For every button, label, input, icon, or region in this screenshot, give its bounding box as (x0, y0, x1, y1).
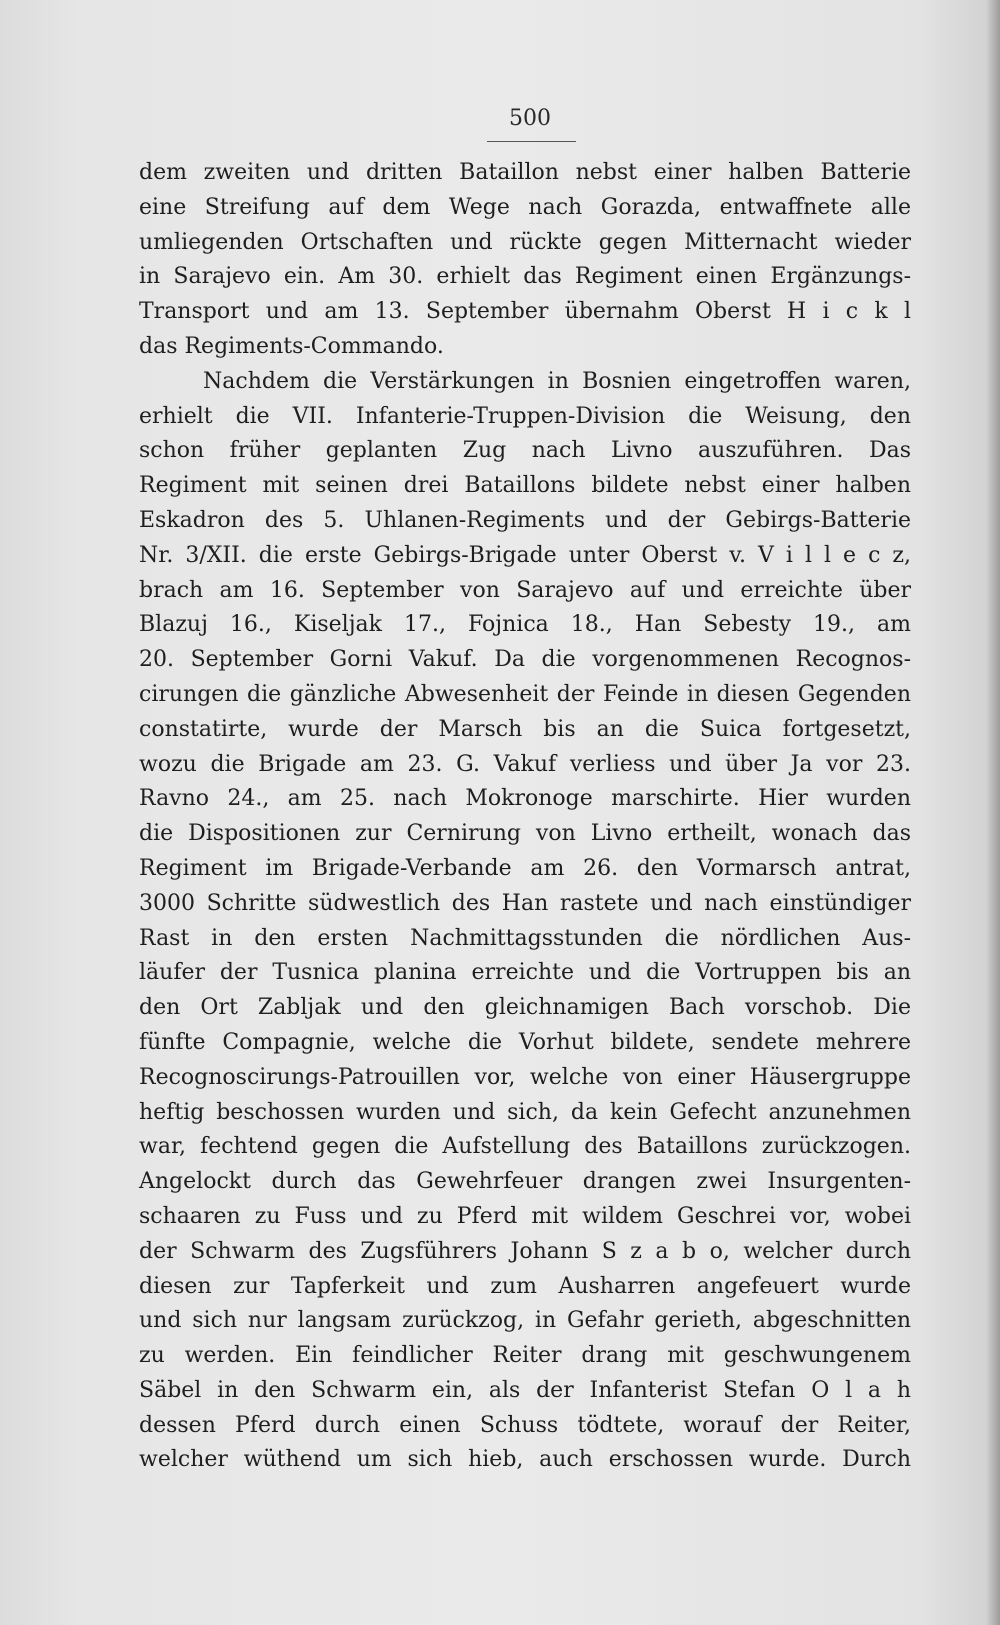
text-line: Rast in den ersten Nachmittagsstunden die nördlichen Aus- (139, 925, 911, 951)
text-line: den Ort Zabljak und den gleichnamigen Bach vorschob. Die (139, 995, 911, 1021)
text-line: die Dispositionen zur Cernirung von Livno ertheilt, wonach das (139, 821, 911, 847)
text-line: wozu die Brigade am 23. G. Vakuf verliess und über Ja vor 23. (139, 751, 911, 777)
text-line: heftig beschossen wurden und sich, da kein Gefecht anzunehmen (139, 1099, 911, 1125)
text-line: 3000 Schritte südwestlich des Han rastete und nach einstündiger (139, 890, 911, 916)
text-line: Nr. 3/XII. die erste Gebirgs-Brigade unter Oberst v. V i l l e c z, (139, 542, 911, 568)
text-line: diesen zur Tapferkeit und zum Ausharren angefeuert wurde (139, 1273, 911, 1299)
page-number: 500 (509, 106, 551, 131)
text-line: Recognoscirungs-Patrouillen vor, welche von einer Häusergruppe (139, 1064, 911, 1090)
text-line: umliegenden Ortschaften und rückte gegen Mitternacht wieder (139, 229, 911, 255)
text-line: welcher wüthend um sich hieb, auch erschossen wurde. Durch (139, 1447, 911, 1473)
text-line: schon früher geplanten Zug nach Livno auszuführen. Das (139, 438, 911, 464)
text-line: Regiment im Brigade-Verbande am 26. den Vormarsch antrat, (139, 855, 911, 881)
text-line: fünfte Compagnie, welche die Vorhut bildete, sendete mehrere (139, 1029, 911, 1055)
text-line: Blazuj 16., Kiseljak 17., Fojnica 18., Han Sebesty 19., am (139, 612, 911, 638)
text-line: in Sarajevo ein. Am 30. erhielt das Regiment einen Ergänzungs- (139, 264, 911, 290)
text-line: war, fechtend gegen die Aufstellung des Bataillons zurückzogen. (139, 1134, 911, 1160)
text-line: Ravno 24., am 25. nach Mokronoge marschirte. Hier wurden (139, 786, 911, 812)
paragraph-end-line: das Regiments-Commando. (139, 333, 444, 359)
page-number-rule (487, 141, 576, 142)
text-line: dem zweiten und dritten Bataillon nebst einer halben Batterie (139, 160, 911, 185)
text-line: schaaren zu Fuss und zu Pferd mit wildem Geschrei vor, wobei (139, 1203, 911, 1229)
text-line: zu werden. Ein feindlicher Reiter drang mit geschwungenem (139, 1343, 911, 1369)
text-line: Eskadron des 5. Uhlanen-Regiments und der Gebirgs-Batterie (139, 507, 911, 533)
text-line: brach am 16. September von Sarajevo auf und erreichte über (139, 577, 911, 603)
text-line: erhielt die VII. Infanterie-Truppen-Division die Weisung, den (139, 403, 911, 429)
text-line: Säbel in den Schwarm ein, als der Infanterist Stefan O l a h (139, 1377, 911, 1403)
text-line: Regiment mit seinen drei Bataillons bildete nebst einer halben (139, 473, 911, 499)
page-edge-shadow (986, 0, 1000, 1625)
paragraph-start-line: Nachdem die Verstärkungen in Bosnien eingetroffen waren, (203, 368, 911, 394)
text-line: Transport und am 13. September übernahm Oberst H i c k l (139, 299, 911, 325)
text-line: cirungen die gänzliche Abwesenheit der Feinde in diesen Gegenden (139, 681, 911, 707)
text-line: Angelockt durch das Gewehrfeuer drangen zwei Insurgenten- (139, 1169, 911, 1195)
text-line: eine Streifung auf dem Wege nach Gorazda, entwaffnete alle (139, 194, 911, 220)
text-line: constatirte, wurde der Marsch bis an die Suica fortgesetzt, (139, 716, 911, 742)
body-text (139, 156, 911, 1478)
text-line: der Schwarm des Zugsführers Johann S z a b o, welcher durch (139, 1238, 911, 1264)
text-line: 20. September Gorni Vakuf. Da die vorgenommenen Recognos- (139, 647, 911, 673)
text-line: dessen Pferd durch einen Schuss tödtete, worauf der Reiter, (139, 1412, 911, 1438)
text-line: läufer der Tusnica planina erreichte und die Vortruppen bis an (139, 960, 911, 986)
text-line: und sich nur langsam zurückzog, in Gefahr gerieth, abgeschnitten (139, 1308, 911, 1334)
